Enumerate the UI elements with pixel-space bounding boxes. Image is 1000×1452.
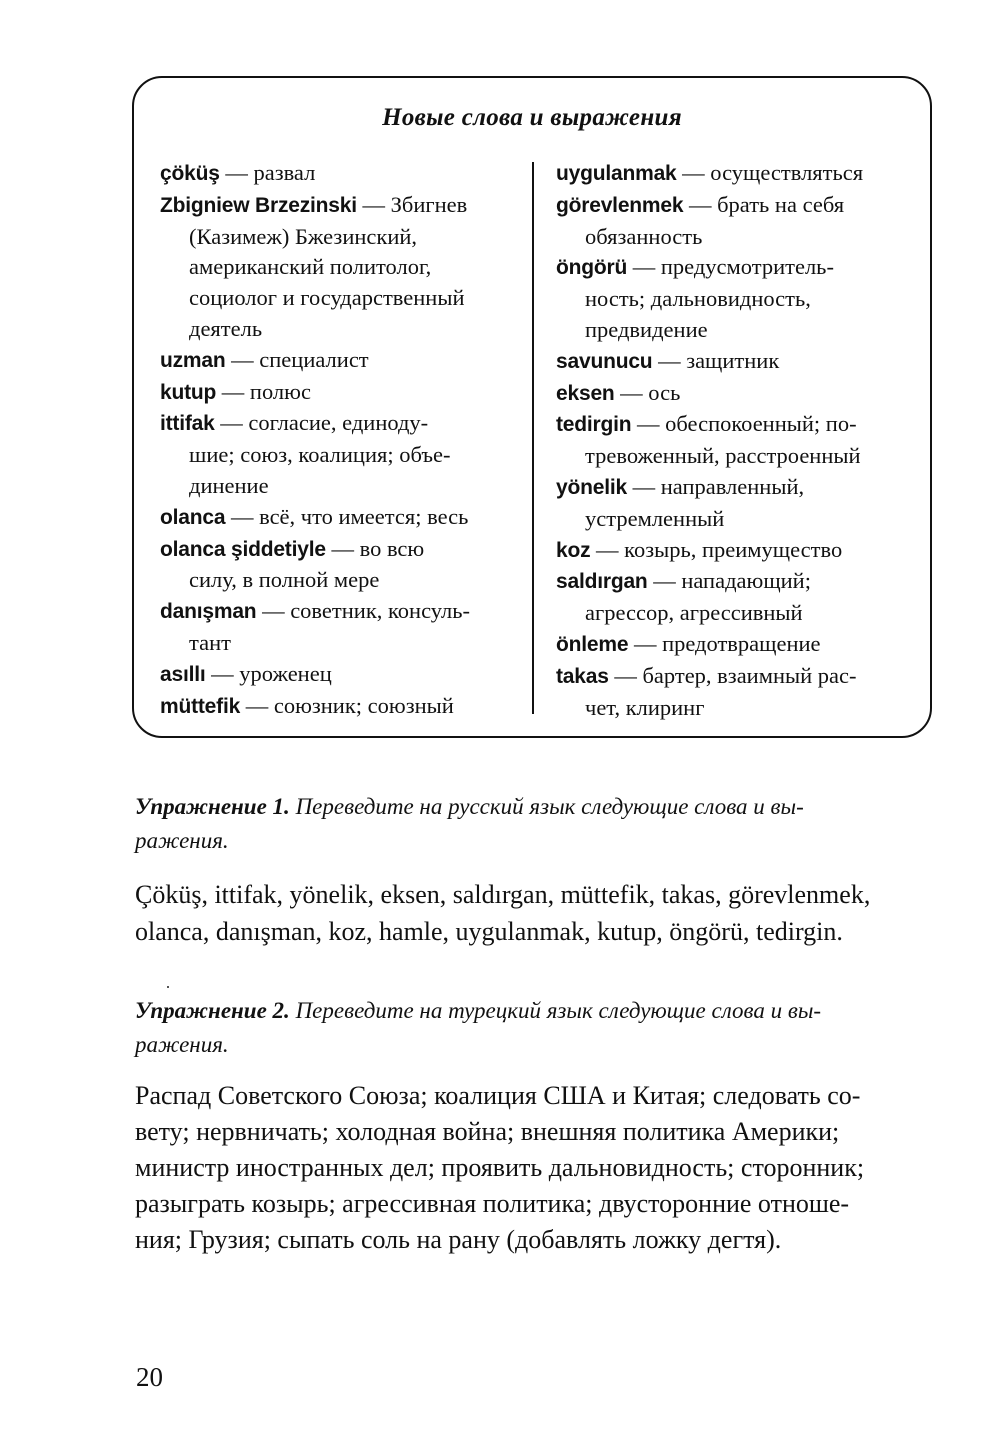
exercise-1-title: [135, 790, 945, 858]
vocab-line: [556, 472, 926, 504]
vocab-line: [160, 691, 530, 723]
vocab-definition: — осуществляться: [676, 160, 864, 185]
vocab-line: [556, 693, 926, 724]
vocab-line: [556, 661, 926, 693]
vocabulary-left-column: [160, 158, 530, 722]
exercise-2-line: ния; Грузия; сыпать соль на рану (добавлять ложку дегтя).: [135, 1225, 782, 1254]
vocab-definition: — Збигнев: [356, 191, 468, 217]
vocab-line: [556, 535, 926, 567]
vocab-term: takas: [556, 664, 609, 688]
vocab-line: [556, 284, 926, 315]
vocab-definition: силу, в полной мере: [189, 567, 380, 593]
vocab-definition: — согласие, единоду-: [214, 410, 429, 436]
vocab-line: [160, 314, 530, 345]
vocab-definition: — предусмотритель-: [627, 254, 834, 280]
vocab-definition: — нападающий;: [647, 568, 811, 594]
vocab-line: [160, 345, 530, 377]
vocab-term: görevlenmek: [556, 193, 684, 217]
vocab-term: eksen: [556, 381, 615, 405]
vocab-line: [556, 315, 926, 346]
exercise-2-line: вету; нервничать; холодная война; внешняя политика Америки;: [135, 1117, 840, 1146]
vocab-term: olanca: [160, 505, 226, 529]
vocab-line: [160, 659, 530, 691]
vocab-line: [160, 534, 530, 566]
vocab-term: danışman: [160, 600, 257, 624]
vocab-term: müttefik: [160, 694, 241, 718]
vocab-definition: — козырь, преимущество: [590, 536, 843, 562]
vocab-line: [556, 346, 926, 378]
exercise-2-line: Распад Советского Союза; коалиция США и Китая; следовать со-: [135, 1081, 861, 1110]
vocab-term: olanca şiddetiyle: [160, 537, 326, 561]
vocab-definition: — специалист: [225, 346, 369, 372]
vocab-definition: предвидение: [585, 316, 708, 342]
vocab-definition: американский политолог,: [189, 254, 432, 280]
vocab-term: savunucu: [556, 349, 653, 373]
vocab-term: tedirgin: [556, 413, 632, 437]
vocab-definition: (Казимеж) Бжезинский,: [189, 223, 418, 249]
vocab-term: önleme: [556, 632, 629, 656]
vocab-term: uygulanmak: [556, 162, 677, 185]
vocab-term: uzman: [160, 348, 226, 372]
vocab-line: [160, 222, 530, 253]
exercise-1-label: Упражнение 1.: [135, 794, 290, 819]
vocab-definition: агрессор, агрессивный: [585, 600, 803, 626]
vocab-definition: деятель: [189, 315, 263, 341]
vocab-line: [160, 565, 530, 596]
vocab-definition: — уроженец: [205, 660, 332, 686]
vocab-definition: — развал: [219, 160, 316, 185]
vocab-line: [160, 628, 530, 659]
vocab-line: [160, 502, 530, 534]
vocab-line: [556, 190, 926, 222]
vocab-line: [556, 252, 926, 284]
page-number: 20: [136, 1362, 163, 1392]
exercise-2-instruction-cont: ражения.: [135, 1032, 229, 1057]
exercise-2-instruction: Переведите на турецкий язык следующие слова и вы-: [295, 998, 822, 1023]
vocabulary-right-column: [556, 158, 926, 723]
vocab-line: [160, 440, 530, 471]
vocab-definition: — всё, что имеется; весь: [225, 503, 469, 529]
vocab-line: [556, 158, 926, 190]
exercise-2-line: министр иностранных дел; проявить дальновидность; сторонник;: [135, 1153, 865, 1182]
vocab-definition: — брать на себя: [683, 191, 845, 217]
vocab-line: [556, 566, 926, 598]
vocab-line: [160, 158, 530, 190]
exercise-1-line: Çöküş, ittifak, yönelik, eksen, saldırgan, müttefik, takas, görevlenmek,: [135, 880, 871, 909]
vocab-line: [556, 378, 926, 410]
vocab-line: [160, 471, 530, 502]
vocab-definition: — бартер, взаимный рас-: [608, 662, 857, 688]
vocab-term: koz: [556, 538, 591, 562]
vocab-definition: — союзник; союзный: [240, 692, 454, 718]
vocab-definition: социолог и государственный: [189, 285, 465, 311]
vocab-definition: — направленный,: [626, 473, 805, 499]
vocab-term: Zbigniew Brzezinski: [160, 193, 357, 217]
vocab-term: saldırgan: [556, 570, 648, 594]
vocab-line: [160, 596, 530, 628]
vocab-definition: — обеспокоенный; по-: [631, 411, 857, 437]
vocab-definition: ность; дальновидность,: [585, 286, 811, 312]
vocab-line: [556, 504, 926, 535]
vocab-line: [160, 190, 530, 222]
column-divider: [532, 162, 534, 714]
exercise-1-body: [135, 876, 945, 950]
vocab-definition: динение: [189, 472, 269, 498]
vocab-term: çöküş: [160, 162, 220, 185]
exercise-1-instruction-cont: ражения.: [135, 828, 229, 853]
vocab-definition: тант: [189, 629, 231, 655]
vocab-definition: — полюс: [216, 378, 311, 404]
vocab-definition: тревоженный, расстроенный: [585, 443, 861, 469]
exercise-1-line: olanca, danışman, koz, hamle, uygulanmak, kutup, öngörü, tedirgin.: [135, 917, 843, 946]
vocabulary-box: [132, 76, 932, 738]
vocab-line: [556, 629, 926, 661]
vocab-definition: чет, клиринг: [585, 694, 705, 720]
speck: [167, 986, 169, 988]
vocab-term: yönelik: [556, 475, 627, 499]
vocab-definition: — ось: [614, 379, 681, 405]
vocab-line: [160, 252, 530, 283]
vocab-definition: — защитник: [652, 347, 780, 373]
vocab-term: öngörü: [556, 256, 628, 280]
vocabulary-title: Новые слова и выражения: [382, 104, 682, 131]
vocab-term: kutup: [160, 380, 217, 404]
vocab-definition: устремленный: [585, 505, 725, 531]
vocab-definition: — предотвращение: [628, 630, 821, 656]
vocab-term: asıllı: [160, 662, 206, 686]
exercise-2-line: разыграть козырь; агрессивная политика; двусторонние отноше-: [135, 1189, 850, 1218]
vocab-term: ittifak: [160, 412, 215, 436]
vocab-line: [556, 409, 926, 441]
vocab-definition: — во всю: [325, 535, 425, 561]
vocab-line: [556, 222, 926, 253]
exercise-2-body: [135, 1078, 945, 1258]
vocab-definition: — советник, консуль-: [256, 598, 471, 624]
vocab-definition: обязанность: [585, 223, 703, 249]
vocab-line: [160, 283, 530, 314]
exercise-2-title: [135, 994, 945, 1062]
exercise-2-label: Упражнение 2.: [135, 998, 290, 1023]
vocab-line: [556, 598, 926, 629]
vocab-line: [160, 377, 530, 409]
vocab-line: [160, 408, 530, 440]
vocab-line: [556, 441, 926, 472]
vocab-definition: шие; союз, коалиция; объе-: [189, 442, 451, 468]
exercise-1-instruction: Переведите на русский язык следующие слова и вы-: [295, 794, 804, 819]
